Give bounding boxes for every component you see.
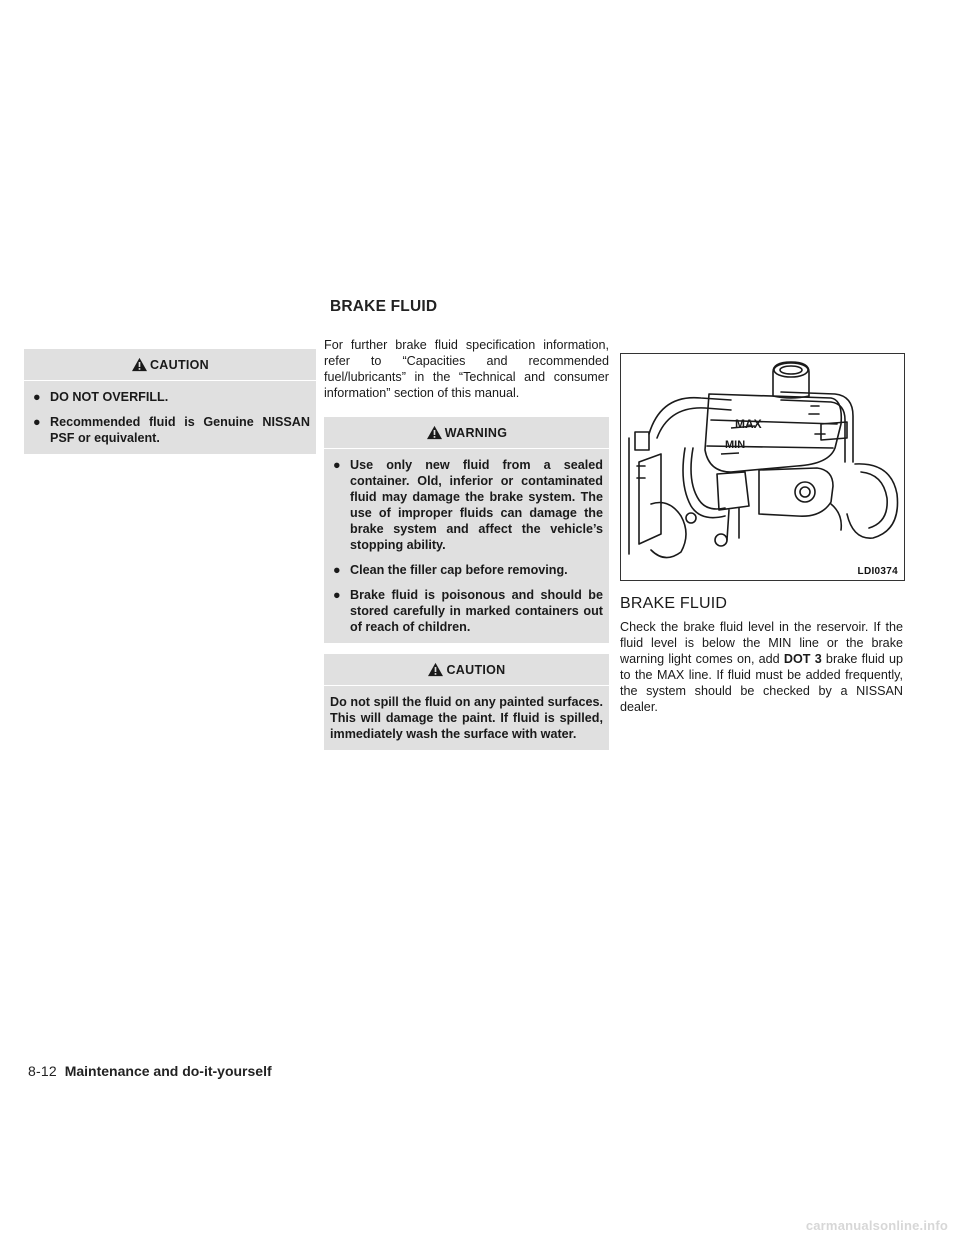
warning-triangle-icon [131,357,148,372]
list-item [330,562,603,578]
warning-triangle-icon [427,662,444,677]
caution-header [24,349,316,381]
list-item-text: Recommended fluid is Genuine NISSAN PSF or equivalent. [50,415,310,445]
left-column [24,349,316,454]
list-item-text: Use only new fluid from a sealed container. Old, inferior or contaminated fluid may damage the brake system. The use of improper fluids can damage the brake system and affect the vehicle’s stopping ability. [350,458,603,552]
bullet-icon: ● [33,415,41,429]
brake-reservoir-drawing [621,354,904,580]
list-item-text: Brake fluid is poisonous and should be stored carefully in marked containers out of reach of children. [350,588,603,634]
list-item [30,389,310,405]
caution-title: CAUTION [446,662,506,677]
warning-triangle-icon [426,425,443,440]
caution-header [324,654,609,686]
right-column [620,353,903,715]
bullet-icon: ● [33,390,41,404]
site-watermark: carmanualsonline.info [805,1218,948,1233]
sub-heading: BRAKE FLUID [620,595,728,612]
section-heading: BRAKE FLUID [330,298,438,315]
figure-id: LDI0374 [857,566,898,577]
bullet-icon: ● [333,588,341,602]
fluid-type: DOT 3 [783,652,822,666]
bullet-icon: ● [333,458,341,472]
paragraph-text-2: brake fluid up to the MAX line. If fluid must be added frequently, the system should be checked by a NISSAN dealer. [620,652,903,714]
warning-body [324,449,609,643]
caution-title: CAUTION [149,357,210,372]
page-number: 8-12 [28,1063,57,1079]
list-item-text: DO NOT OVERFILL. [50,390,169,404]
list-item [330,457,603,553]
brake-fluid-paragraph [620,619,903,715]
warning-header [324,417,609,449]
warning-list [330,457,603,635]
bullet-icon: ● [333,563,341,577]
caution-box-left [24,349,316,454]
list-item [330,587,603,635]
paragraph-text-1: Check the brake fluid level in the reservoir. If the fluid level is below the MIN line or the brake warning light comes on, add [620,620,903,666]
intro-paragraph: For further brake fluid specification information, refer to “Capacities and recommended fuel/lubricants” in the “Technical and consumer information” section of this manual. [324,338,609,400]
page-footer [28,1063,272,1079]
middle-column [324,337,609,750]
max-level-label: MAX [735,417,762,431]
caution-box-middle [324,654,609,750]
caution-body [24,381,316,454]
caution-text: Do not spill the fluid on any painted surfaces. This will damage the paint. If fluid is spilled, immediately wash the surface with water. [330,695,603,741]
min-level-label: MIN [725,439,746,451]
warning-box [324,417,609,643]
brake-reservoir-illustration [620,353,905,581]
list-item-text: Clean the filler cap before removing. [350,563,568,577]
list-item [30,414,310,446]
caution-body [324,686,609,750]
chapter-title: Maintenance and do-it-yourself [64,1063,272,1079]
caution-list [30,389,310,446]
warning-title: WARNING [444,425,508,440]
